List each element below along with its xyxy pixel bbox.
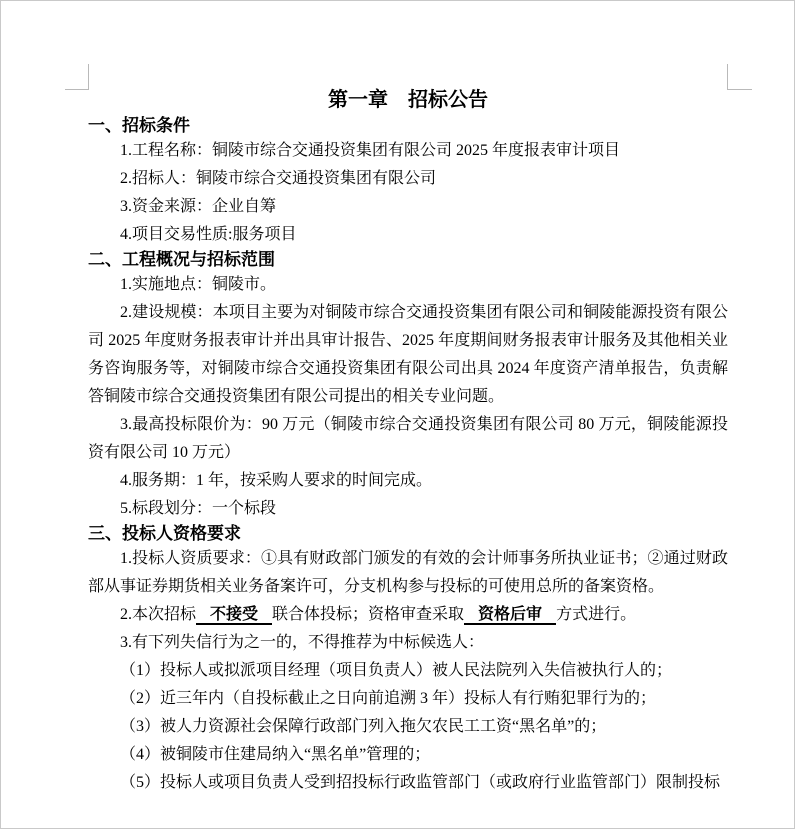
section-heading-project-scope: 二、工程概况与招标范围 [88,250,275,269]
paragraph-transaction-nature: 4.项目交易性质:服务项目 [120,226,297,243]
paragraph-tenderee: 2.招标人：铜陵市综合交通投资集团有限公司 [120,170,437,187]
document-content [88,1,728,797]
paragraph-price-limit: 3.最高投标限价为：90 万元（铜陵市综合交通投资集团有限公司 80 万元，铜陵能源投资有限公司 10 万元） [88,416,728,461]
paragraph-construction-scale: 2.建设规模：本项目主要为对铜陵市综合交通投资集团有限公司和铜陵能源投资有限公司 2025 年度财务报表审计并出具审计报告、2025 年度期间财务报表审计服务及其他相关业务咨询服务等，对铜陵市综合交通投资集团有限公司出具 2024 年度资产清单报告，负责解答铜陵市综合交通投资集团有限公司提出的相关专业问题。 [88,304,728,405]
paragraph-service-period: 4.服务期：1 年，按采购人要求的时间完成。 [120,472,433,489]
paragraph-location: 1.实施地点：铜陵市。 [120,276,277,293]
paragraph-lot-division: 5.标段划分：一个标段 [120,500,277,517]
paragraph-dishonesty-intro: 3.有下列失信行为之一的，不得推荐为中标候选人： [120,634,485,651]
paragraph-project-name: 1.工程名称：铜陵市综合交通投资集团有限公司 2025 年度报表审计项目 [120,142,621,159]
margin-mark-top-right [727,64,752,90]
list-item-dishonesty-3: （3）被人力资源社会保障行政部门列入拖欠农民工工资“黑名单”的； [120,718,607,735]
section-heading-bid-conditions: 一、招标条件 [88,116,190,135]
section-heading-bidder-qualification: 三、投标人资格要求 [88,524,241,543]
page-title: 第一章 招标公告 [328,89,488,111]
list-item-dishonesty-5: （5）投标人或项目负责人受到招投标行政监管部门（或政府行业监管部门）限制投标 [120,774,721,791]
list-item-dishonesty-2: （2）近三年内（自投标截止之日向前追溯 3 年）投标人有行贿犯罪行为的； [120,690,657,707]
paragraph-bid-rule [88,601,728,629]
bid-rule-post: 方式进行。 [556,606,637,623]
bid-rule-mid: 联合体投标；资格审查采取 [272,606,465,623]
bid-rule-pre: 2.本次招标 [120,606,197,623]
bid-rule-blank-no-consortium: 不接受 [196,606,272,625]
paragraph-qualification-requirements: 1.投标人资质要求：①具有财政部门颁发的有效的会计师事务所执业证书；②通过财政部从事证券期货相关业务备案许可，分支机构参与投标的可使用总所的备案资格。 [88,550,728,595]
bid-rule-blank-post-qualification: 资格后审 [464,606,556,625]
margin-mark-top-left [65,64,89,90]
list-item-dishonesty-4: （4）被铜陵市住建局纳入“黑名单”管理的； [120,746,431,763]
list-item-dishonesty-1: （1）投标人或拟派项目经理（项目负责人）被人民法院列入失信被执行人的； [120,662,673,679]
paragraph-fund-source: 3.资金来源：企业自筹 [120,198,277,215]
